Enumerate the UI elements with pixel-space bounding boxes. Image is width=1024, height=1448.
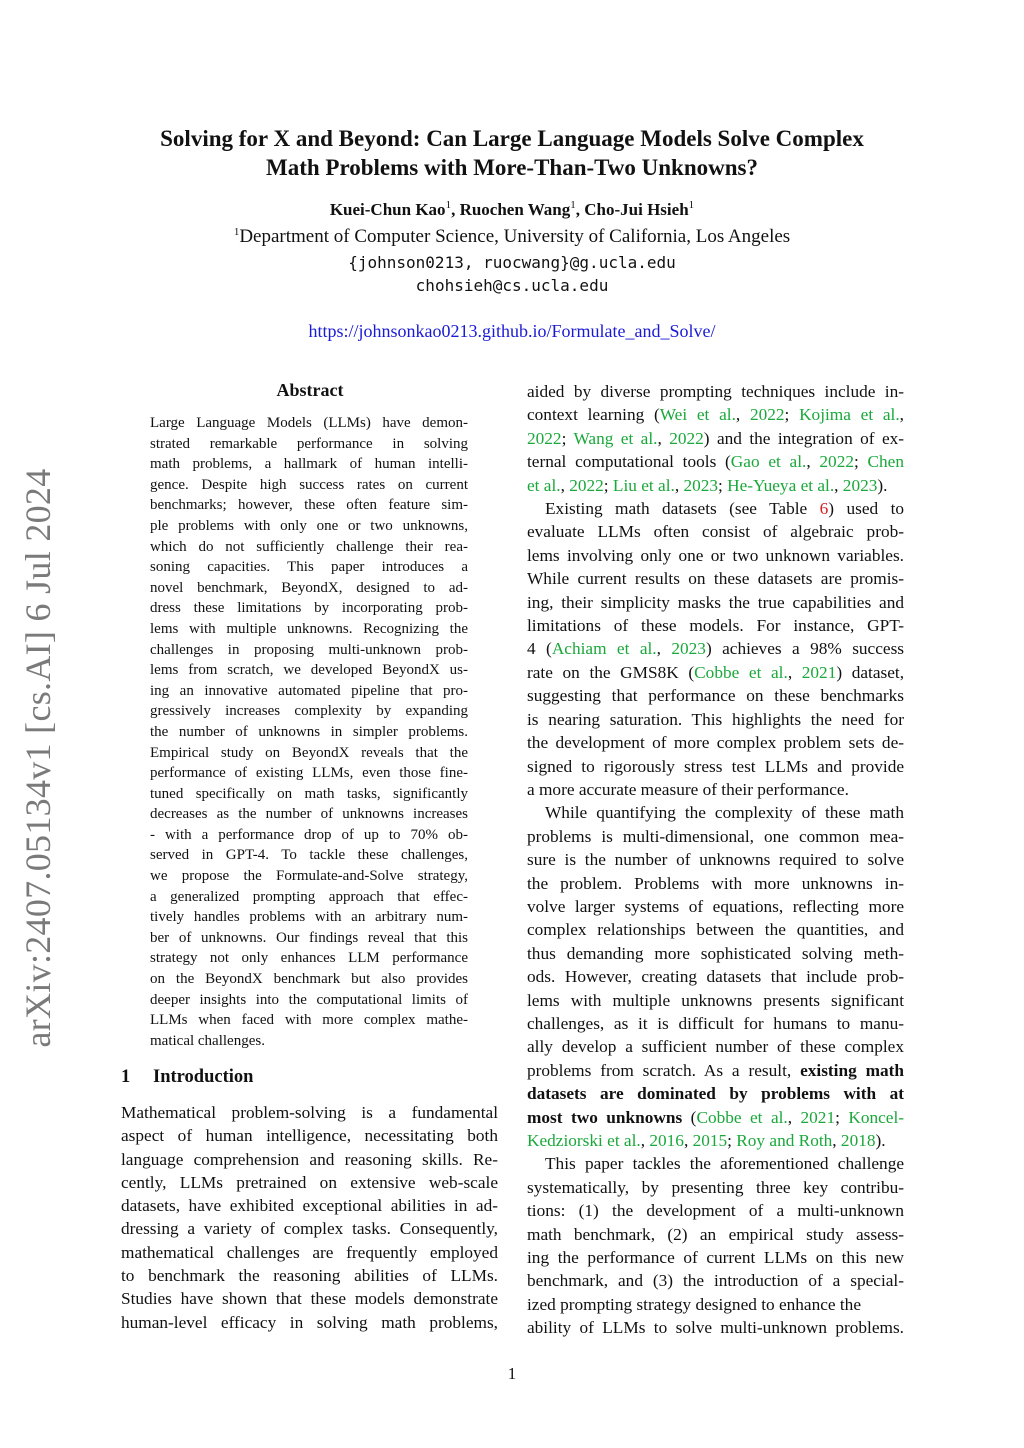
citation-link[interactable]: He-Yueya et al. — [727, 475, 835, 495]
author-name: Cho-Jui Hsieh — [584, 200, 689, 219]
abstract-line: tuned specifically on math tasks, significantly — [150, 785, 468, 802]
paragraph-line — [527, 380, 904, 403]
text-run: ing the performance of current LLMs on this new — [527, 1248, 904, 1268]
text-run: limitations of these models. For instance, GPT- — [527, 616, 904, 636]
bold-text: most two unknowns — [527, 1107, 683, 1127]
text-run: 4 ( — [527, 639, 552, 659]
citation-link[interactable]: 2021 — [800, 1107, 836, 1127]
paragraph-line — [527, 1246, 904, 1269]
text-run: rate on the GMS8K ( — [527, 662, 695, 682]
text-run: , — [899, 405, 904, 425]
abstract-line: strategy not only enhances LLM performance — [150, 950, 468, 967]
citation-link[interactable]: Chen — [867, 452, 904, 472]
text-run: Existing math datasets (see Table — [545, 499, 820, 519]
citation-link[interactable]: Koncel- — [848, 1107, 905, 1127]
text-run: aided by diverse prompting techniques include in- — [527, 382, 904, 401]
paragraph-line — [527, 1223, 904, 1246]
text-run: lems involving only one or two unknown variables. — [527, 545, 904, 565]
author-separator: , — [575, 200, 585, 219]
citation-link[interactable]: Kojima et al. — [799, 405, 900, 425]
author-name: Kuei-Chun Kao — [329, 200, 446, 219]
text-run: ) dataset, — [836, 662, 905, 682]
paragraph-line — [527, 684, 904, 707]
abstract-line: decreases as the number of unknowns increases — [150, 806, 468, 823]
paragraph-line — [527, 1199, 904, 1222]
text-run: context learning ( — [527, 405, 660, 425]
paragraph-line — [527, 731, 904, 754]
paragraph-line — [527, 567, 904, 590]
abstract-line: novel benchmark, BeyondX, designed to ad- — [150, 579, 468, 596]
paragraph-line — [527, 474, 904, 497]
abstract-line: Large Language Models (LLMs) have demon- — [150, 415, 468, 431]
paragraph-line — [527, 801, 904, 824]
text-run: ; — [853, 452, 868, 472]
paragraph-line — [527, 872, 904, 895]
citation-link[interactable]: 2022 — [569, 475, 604, 495]
abstract-line: which do not sufficiently challenge their rea- — [150, 538, 468, 555]
citation-link[interactable]: Liu et al. — [612, 475, 675, 495]
abstract-line: ing an innovative automated pipeline that pro- — [150, 682, 468, 699]
abstract-line: a generalized prompting approach that effec- — [150, 888, 468, 905]
author-separator: , — [451, 200, 460, 219]
text-run: complex relationships between the quantities, and — [527, 920, 904, 940]
paragraph-line — [527, 591, 904, 614]
text-run: , — [657, 428, 670, 448]
text-run: While quantifying the complexity of these math — [545, 803, 904, 823]
abstract-line: performance of existing LLMs, even those fine- — [150, 765, 468, 782]
paragraph-line — [527, 778, 904, 801]
paragraph-line — [527, 1059, 904, 1082]
text-run: , — [834, 475, 843, 495]
text-run: signed to rigorously stress test LLMs and provide — [527, 756, 904, 776]
bold-text: existing math — [800, 1060, 905, 1080]
citation-link[interactable]: Cobbe et al. — [694, 662, 788, 682]
text-run: , — [735, 405, 750, 425]
text-run: ). — [877, 475, 888, 495]
abstract-line: dress these limitations by incorporating prob- — [150, 600, 468, 617]
author-list — [100, 200, 924, 220]
abstract-line: ber of unknowns. Our findings reveal that this — [150, 929, 468, 946]
abstract-line: lems with multiple unknowns. Recognizing the — [150, 620, 468, 637]
text-run: the problem. Problems with more unknowns in- — [527, 873, 904, 893]
citation-link[interactable]: 2016 — [649, 1131, 684, 1150]
paragraph-line — [527, 895, 904, 918]
paragraph-line — [527, 427, 904, 450]
paragraph-line — [527, 1152, 904, 1175]
text-run: ; — [561, 428, 574, 448]
abstract-line: Empirical study on BeyondX reveals that the — [150, 744, 468, 761]
citation-link[interactable]: Wei et al. — [659, 405, 736, 425]
text-run: ally develop a sufficient number of these complex — [527, 1037, 904, 1057]
author-affiliation-sup: 1 — [445, 199, 452, 211]
paragraph-line — [527, 825, 904, 848]
section-heading-introduction — [121, 1067, 253, 1088]
text-run: ized prompting strategy designed to enhance the — [527, 1294, 861, 1314]
title-line-1: Solving for X and Beyond: Can Large Language Models Solve Complex — [160, 126, 864, 151]
text-run: lems with multiple unknowns presents significant — [527, 990, 904, 1010]
paragraph-line: human-level efficacy in solving math problems, — [121, 1312, 498, 1332]
citation-link[interactable]: 2023 — [842, 475, 878, 495]
paragraph-line: dressing a variety of complex tasks. Consequently, — [121, 1219, 498, 1239]
citation-link[interactable]: Roy and Roth — [736, 1131, 833, 1150]
text-run: a more accurate measure of their performance. — [527, 779, 849, 799]
paragraph-line — [527, 755, 904, 778]
paragraph-line — [527, 1269, 904, 1292]
abstract-line: strated remarkable performance in solving — [150, 435, 468, 452]
citation-link[interactable]: 2021 — [801, 662, 837, 682]
text-run: ; — [603, 475, 613, 495]
abstract-line: the number of unknowns in simpler problems. — [150, 723, 468, 740]
text-run: benchmark, and (3) the introduction of a special- — [527, 1271, 904, 1291]
paragraph-line — [527, 1012, 904, 1035]
text-run: tions: (1) the development of a multi-unknown — [527, 1201, 904, 1221]
email-line-2: chohsieh@cs.ucla.edu — [415, 276, 609, 295]
text-run: ; — [835, 1107, 849, 1127]
paragraph-line — [527, 661, 904, 684]
text-run: ability of LLMs to solve multi-unknown problems. — [527, 1318, 904, 1338]
abstract-line: lems from scratch, we developed BeyondX us- — [150, 662, 468, 679]
paragraph-line — [527, 1106, 904, 1129]
paragraph-line — [527, 989, 904, 1012]
citation-link[interactable]: Gao et al. — [730, 452, 807, 472]
paragraph-line: cently, LLMs pretrained on extensive web-scale — [121, 1172, 498, 1192]
text-run: evaluate LLMs often consist of algebraic prob- — [527, 522, 904, 542]
paragraph-line — [527, 1082, 904, 1105]
text-run: ( — [682, 1107, 697, 1127]
affiliation-sup: 1 — [233, 226, 240, 238]
text-run: sure is the number of unknowns required to solve — [527, 850, 904, 870]
abstract-line: LLMs when faced with more complex mathe- — [150, 1012, 468, 1029]
paragraph-line — [527, 637, 904, 660]
abstract-line: challenges in proposing multi-unknown prob- — [150, 641, 468, 658]
citation-link[interactable]: Kedziorski et al. — [527, 1131, 641, 1150]
paragraph-line — [527, 497, 904, 520]
abstract-line: gressively increases complexity by expanding — [150, 703, 468, 720]
text-run: , — [683, 1131, 693, 1150]
citation-link[interactable]: 2022 — [527, 428, 562, 448]
section-title: Introduction — [153, 1067, 254, 1087]
citation-link[interactable]: Achiam et al. — [551, 639, 657, 659]
paragraph-line: datasets, have exhibited exceptional abilities in ad- — [121, 1196, 498, 1216]
paragraph-line — [527, 614, 904, 637]
arxiv-sidebar-stamp — [8, 468, 68, 1048]
text-run: , — [640, 1131, 650, 1150]
citation-link[interactable]: 2015 — [692, 1131, 728, 1150]
text-run: problems is multi-dimensional, one common mea- — [527, 826, 904, 846]
paragraph-line: Mathematical problem-solving is a fundamental — [121, 1103, 498, 1122]
text-run: , — [656, 639, 672, 659]
abstract-line: benchmarks; however, these often feature sim- — [150, 497, 468, 514]
paragraph-line — [527, 520, 904, 543]
introduction-body-right — [527, 380, 904, 1340]
text-run: ; — [727, 1131, 737, 1150]
abstract-line: tively handles problems with an arbitrary num- — [150, 909, 468, 926]
paragraph-line — [527, 918, 904, 941]
text-run: ) used to — [828, 499, 905, 519]
project-url-link[interactable]: https://johnsonkao0213.github.io/Formulate_and_Solve/ — [308, 321, 716, 341]
text-run: ) and the integration of ex- — [703, 428, 905, 448]
abstract-line: served in GPT-4. To tackle these challenges, — [150, 847, 468, 864]
abstract-line: - with a performance drop of up to 70% ob- — [150, 826, 468, 843]
text-run: challenges, as it is difficult for humans to manu- — [527, 1013, 904, 1033]
paragraph-line — [527, 708, 904, 731]
paragraph-line — [527, 403, 904, 426]
abstract-heading: Abstract — [276, 380, 344, 400]
paragraph-line — [527, 1316, 904, 1339]
text-run: , — [674, 475, 684, 495]
abstract-line: soning capacities. This paper introduces a — [150, 559, 468, 576]
paragraph-line — [527, 544, 904, 567]
text-run: problems from scratch. As a result, — [527, 1060, 801, 1080]
abstract-line: gence. Despite high success rates on current — [150, 476, 468, 493]
abstract-body — [150, 413, 468, 1051]
citation-link[interactable]: Cobbe et al. — [696, 1107, 788, 1127]
text-run: volve larger systems of equations, reflecting more — [527, 896, 904, 916]
text-run: systematically, by presenting three key contribu- — [527, 1177, 904, 1197]
paragraph-line — [527, 1293, 904, 1316]
text-run: ) achieves a 98% success — [705, 639, 905, 659]
author-affiliation-sup: 1 — [570, 199, 576, 211]
paragraph-line — [527, 965, 904, 988]
paragraph-line — [527, 450, 904, 473]
abstract-line: we propose the Formulate-and-Solve strategy, — [150, 868, 468, 885]
paragraph-line: aspect of human intelligence, necessitating both — [121, 1126, 498, 1146]
abstract-line: on the BeyondX benchmark but also provides — [150, 971, 468, 988]
paragraph-line: to benchmark the reasoning abilities of LLMs. — [121, 1266, 498, 1286]
text-run: , — [832, 1131, 841, 1150]
text-run: suggesting that performance on these benchmarks — [527, 686, 904, 706]
abstract-line: math problems, a hallmark of human intelli- — [150, 456, 468, 473]
text-run: , — [560, 475, 570, 495]
text-run: is nearing saturation. This highlights the need for — [527, 709, 904, 729]
paragraph-line — [527, 1129, 904, 1152]
citation-link[interactable]: 2022 — [819, 452, 854, 472]
paragraph-line — [527, 1035, 904, 1058]
author-affiliation-sup: 1 — [688, 199, 695, 211]
text-run: ing, their simplicity masks the true capabilities and — [527, 592, 904, 612]
citation-link[interactable]: 2022 — [669, 428, 704, 448]
email-line-1: {johnson0213, ruocwang}@g.ucla.edu — [348, 253, 676, 272]
paragraph-line: language comprehension and reasoning skills. Re- — [121, 1149, 498, 1169]
text-run: While current results on these datasets are promis- — [527, 569, 904, 589]
paragraph-line — [527, 848, 904, 871]
section-number: 1 — [121, 1067, 131, 1087]
title-line-2: Math Problems with More-Than-Two Unknowns? — [266, 155, 758, 180]
paragraph-line — [527, 942, 904, 965]
table-ref-link[interactable]: 6 — [819, 499, 829, 519]
paragraph-line: Studies have shown that these models demonstrate — [121, 1289, 498, 1309]
page-number: 1 — [507, 1364, 517, 1383]
affiliation-text: Department of Computer Science, University of California, Los Angeles — [239, 226, 791, 247]
citation-link[interactable]: 2023 — [671, 639, 706, 659]
author-name: Ruochen Wang — [459, 200, 571, 219]
bold-text: datasets are dominated by problems with at — [527, 1084, 904, 1104]
text-run: ods. However, creating datasets that include prob- — [527, 967, 904, 987]
citation-link[interactable]: 2018 — [840, 1131, 876, 1150]
text-run: thus demanding more sophisticated solving meth- — [527, 943, 904, 963]
paper-title — [100, 124, 924, 182]
text-run: the development of more complex problem sets de- — [527, 733, 904, 753]
abstract-line: deeper insights into the computational limits of — [150, 991, 468, 1008]
text-run: This paper tackles the aforementioned challenge — [545, 1154, 904, 1174]
text-run: ; — [718, 475, 728, 495]
abstract-line: ple problems with only one or two unknowns, — [150, 517, 468, 534]
text-run: , — [787, 662, 802, 682]
text-run: ; — [784, 405, 800, 425]
paragraph-line — [527, 1176, 904, 1199]
text-run: , — [806, 452, 820, 472]
citation-link[interactable]: et al. — [527, 475, 561, 495]
abstract-line: matical challenges. — [150, 1032, 265, 1049]
arxiv-id: arXiv:2407.05134v1 [cs.AI] 6 Jul 2024 — [18, 468, 58, 1048]
text-run: ). — [875, 1131, 886, 1150]
text-run: math benchmark, (2) an empirical study assess- — [527, 1224, 904, 1244]
introduction-body-left — [121, 1101, 498, 1334]
citation-link[interactable]: 2023 — [683, 475, 719, 495]
affiliation — [100, 226, 924, 248]
paragraph-line: mathematical challenges are frequently employed — [121, 1242, 498, 1262]
citation-link[interactable]: 2022 — [749, 405, 785, 425]
text-run: , — [787, 1107, 801, 1127]
citation-link[interactable]: Wang et al. — [573, 428, 658, 448]
text-run: ternal computational tools ( — [527, 452, 731, 472]
